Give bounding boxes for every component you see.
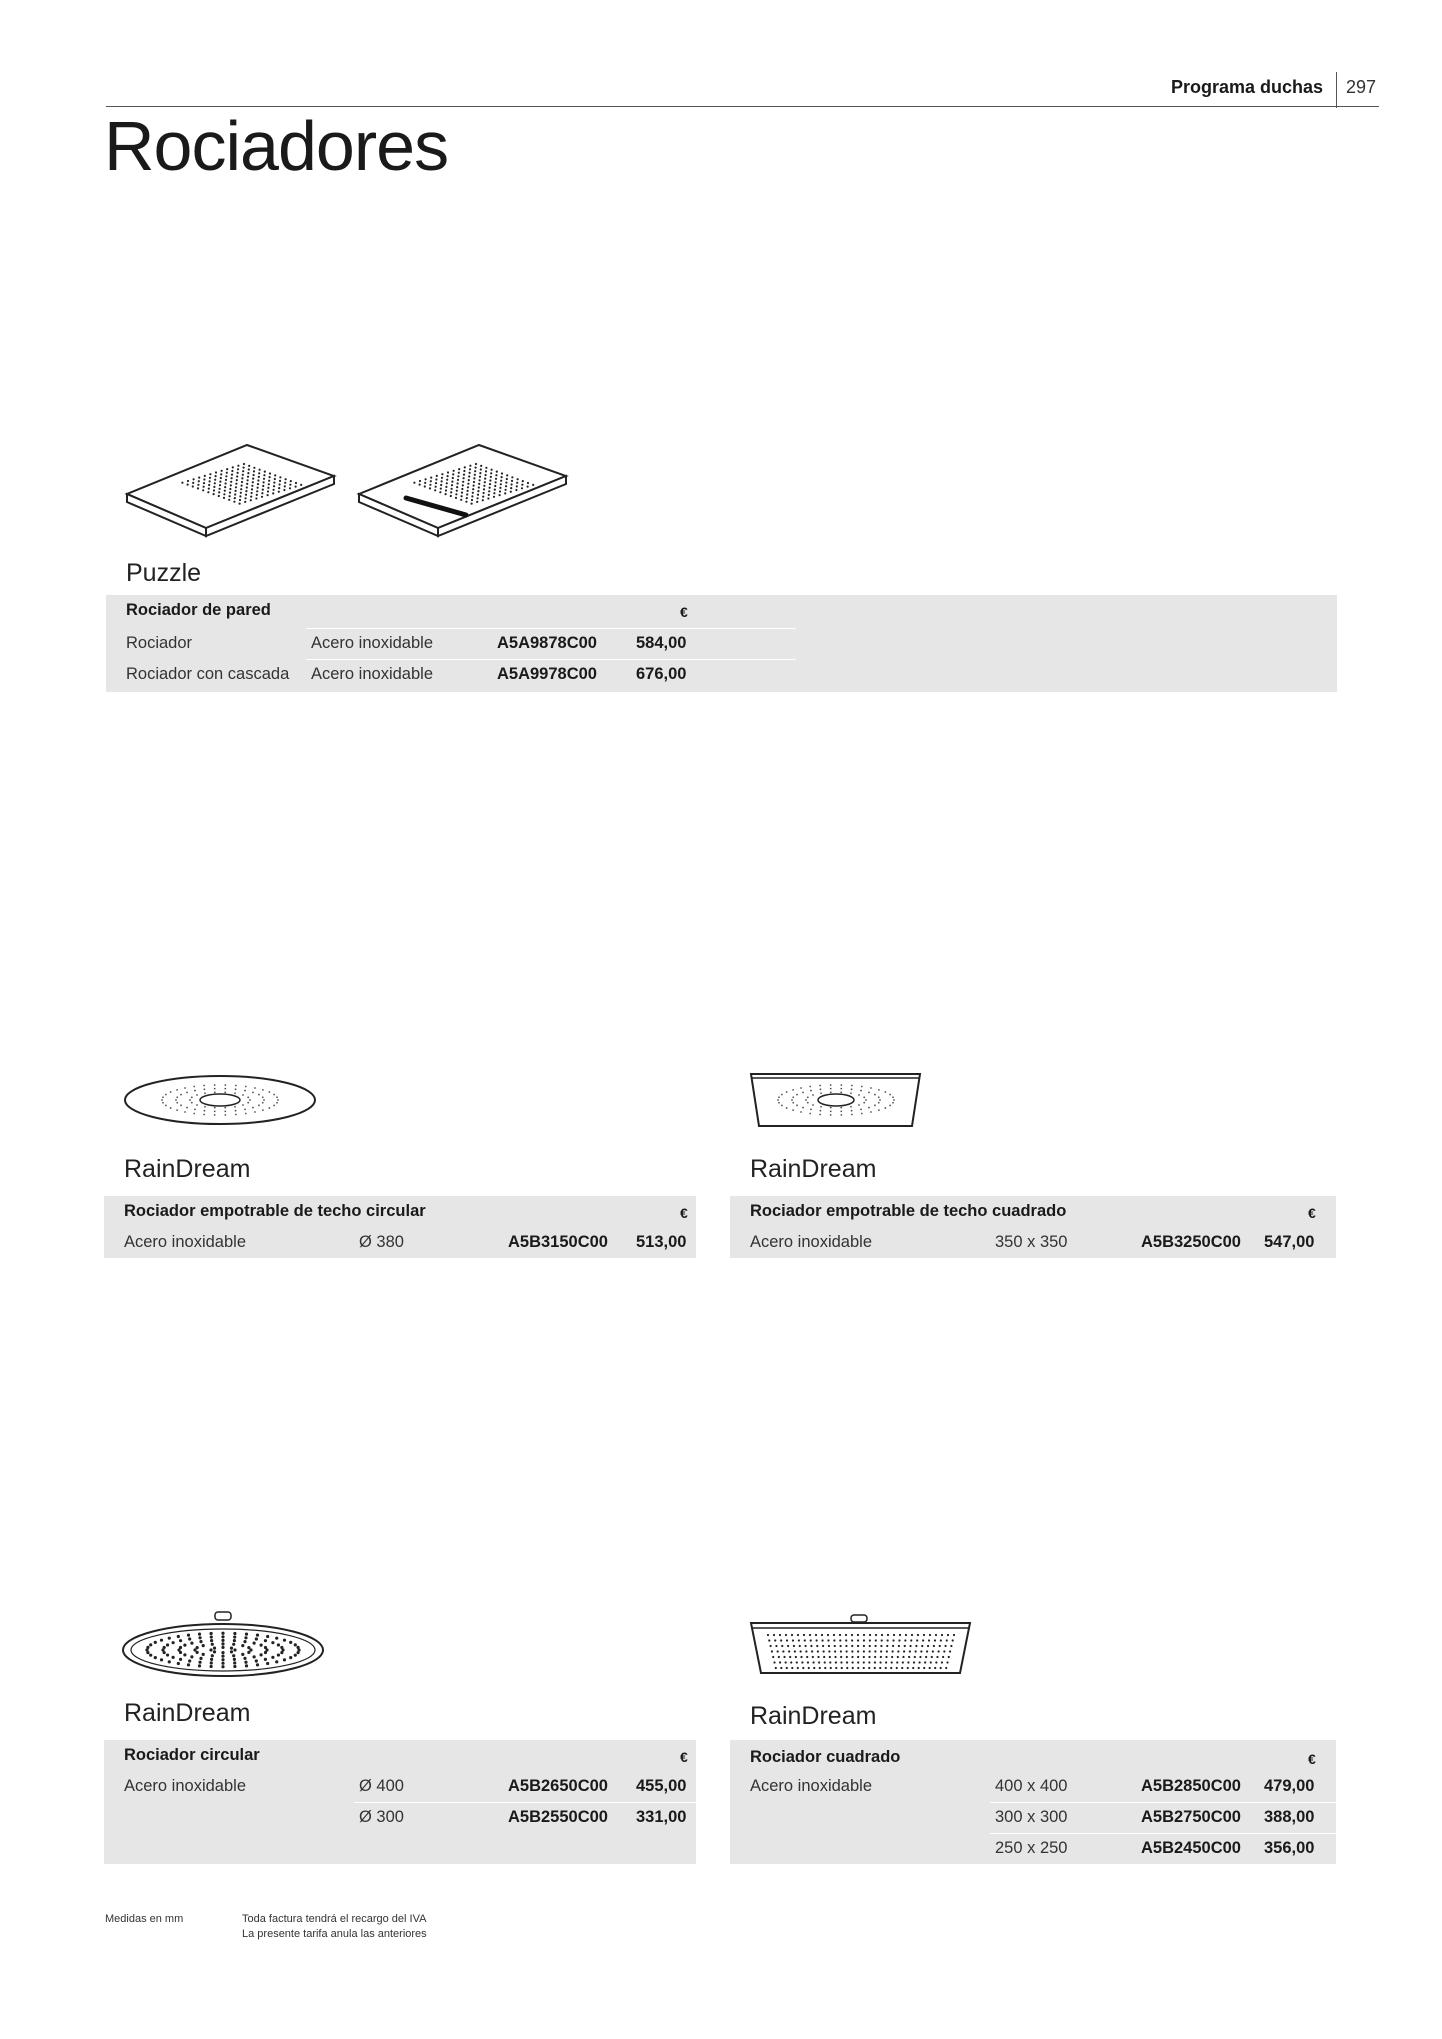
table-header-row [104,1196,696,1227]
product-code: A5A9978C00 [497,665,597,683]
family-title-puzzle: Puzzle [126,559,202,587]
raindream-circular-table [104,1740,696,1864]
product-price: 547,00 [1264,1233,1315,1251]
table-heading: Rociador empotrable de techo cuadrado [750,1202,1067,1220]
table-row [730,1771,1336,1802]
raindream-ceiling-circular-table [104,1196,696,1258]
raindream-ceiling-square-illustration [748,1066,924,1130]
product-name: Rociador con cascada [126,665,290,683]
product-material: Acero inoxidable [750,1777,872,1795]
footer-units: Medidas en mm [105,1913,184,1925]
product-price: 331,00 [636,1808,687,1826]
product-size: Ø 380 [359,1233,404,1251]
product-code: A5B2550C00 [508,1808,608,1826]
product-code: A5B2450C00 [1141,1839,1241,1857]
product-size: 250 x 250 [995,1839,1068,1857]
table-row [730,1227,1336,1258]
product-name: Rociador [126,634,193,652]
product-size: 300 x 300 [995,1808,1068,1826]
puzzle-shower-illustration [122,438,340,538]
product-price: 513,00 [636,1233,687,1251]
table-row [104,1771,696,1802]
table-header-row [730,1740,1336,1771]
product-size: 350 x 350 [995,1233,1068,1251]
raindream-ceiling-circular-illustration [120,1068,320,1128]
product-size: 400 x 400 [995,1777,1068,1795]
product-price: 479,00 [1264,1777,1315,1795]
raindream-circular-illustration [120,1610,330,1680]
footer-notes [242,1912,427,1942]
currency-symbol: € [680,604,688,620]
family-title-raindream: RainDream [750,1702,877,1730]
table-row [730,1802,1336,1833]
footer-tariff-note: La presente tarifa anula las anteriores [242,1928,427,1940]
header-separator [1336,72,1337,108]
product-material: Acero inoxidable [311,665,433,683]
product-material: Acero inoxidable [311,634,433,652]
product-price: 455,00 [636,1777,687,1795]
product-code: A5B2850C00 [1141,1777,1241,1795]
currency-symbol: € [680,1205,688,1221]
product-price: 356,00 [1264,1839,1315,1857]
table-heading: Rociador de pared [126,601,271,619]
puzzle-cascade-shower-illustration [354,438,572,538]
currency-symbol: € [1308,1205,1316,1221]
header-section-title: Programa duchas [1170,77,1323,97]
product-code: A5B2750C00 [1141,1808,1241,1826]
page-title: Rociadores [104,107,449,185]
puzzle-price-table [106,595,1337,692]
page-number: 297 [1346,77,1377,97]
table-heading: Rociador circular [124,1746,260,1764]
product-material: Acero inoxidable [124,1233,246,1251]
table-row [106,628,1337,659]
family-title-raindream: RainDream [124,1699,251,1727]
product-code: A5B2650C00 [508,1777,608,1795]
table-header-row [106,595,1337,628]
family-title-raindream: RainDream [124,1155,251,1183]
raindream-square-table [730,1740,1336,1864]
product-material: Acero inoxidable [124,1777,246,1795]
product-code: A5B3150C00 [508,1233,608,1251]
currency-symbol: € [680,1749,688,1765]
table-heading: Rociador cuadrado [750,1748,901,1766]
table-row [730,1833,1336,1864]
table-header-row [104,1740,696,1771]
product-size: Ø 400 [359,1777,404,1795]
table-heading: Rociador empotrable de techo circular [124,1202,426,1220]
table-row [104,1227,696,1258]
table-row [104,1802,696,1833]
family-title-raindream: RainDream [750,1155,877,1183]
product-material: Acero inoxidable [750,1233,872,1251]
product-size: Ø 300 [359,1808,404,1826]
raindream-square-illustration [748,1614,974,1678]
footer-vat-note: Toda factura tendrá el recargo del IVA [242,1913,427,1925]
table-row [106,659,1337,690]
product-price: 388,00 [1264,1808,1315,1826]
product-code: A5B3250C00 [1141,1233,1241,1251]
product-price: 584,00 [636,634,687,652]
product-price: 676,00 [636,665,687,683]
currency-symbol: € [1308,1751,1316,1767]
product-code: A5A9878C00 [497,634,597,652]
table-header-row [730,1196,1336,1227]
raindream-ceiling-square-table [730,1196,1336,1258]
